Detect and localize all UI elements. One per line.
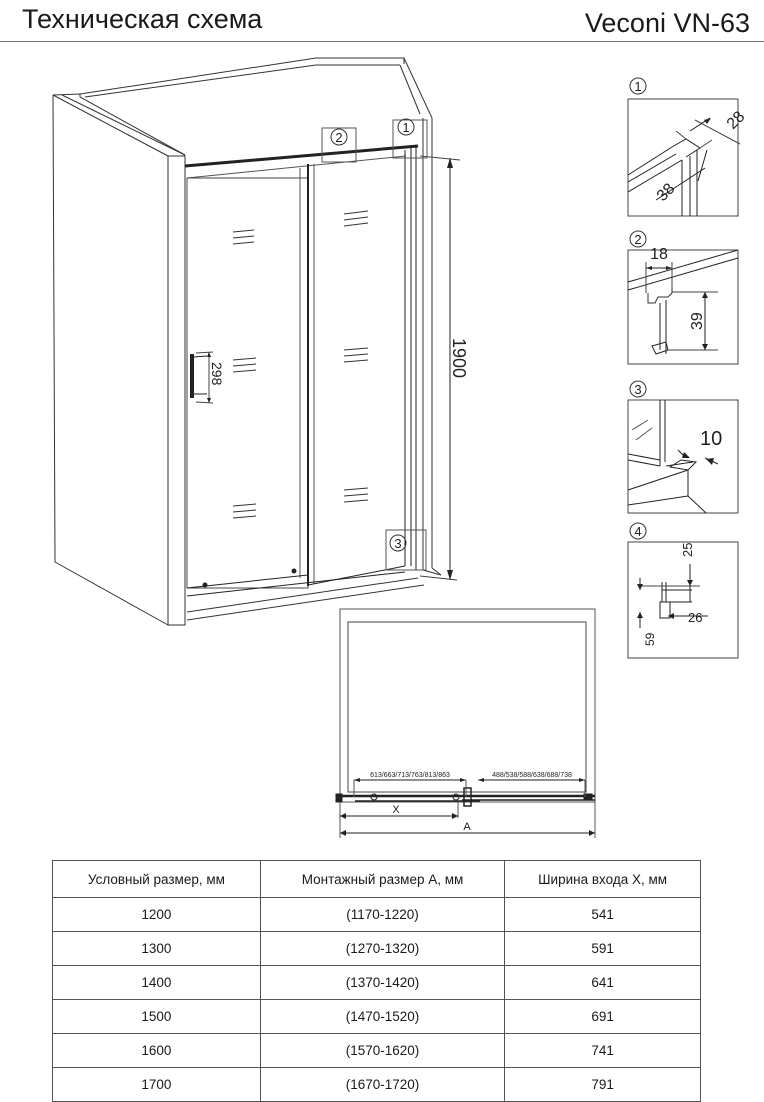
detail-4-dim-b: 26 — [688, 610, 703, 625]
top-rail — [185, 146, 418, 178]
table-cell: 641 — [505, 966, 701, 1000]
detail-2-dim-a: 18 — [650, 246, 668, 263]
table-header-row — [53, 861, 701, 898]
plan-left-sizes: 613/663/713/763/813/863 — [370, 772, 450, 779]
wall-profile — [405, 146, 416, 570]
detail-1-number: 1 — [634, 79, 642, 94]
callout-2-label: 2 — [335, 130, 343, 145]
detail-1-dim-a: 28 — [723, 108, 749, 133]
column-header: Условный размер, мм — [53, 861, 261, 898]
model-name: Veconi VN-63 — [584, 8, 750, 38]
table-cell: (1570-1620) — [260, 1034, 504, 1068]
callout-1-label: 1 — [402, 120, 410, 135]
table-cell: (1370-1420) — [260, 966, 504, 1000]
callout-3-label: 3 — [394, 536, 402, 551]
detail-4 — [628, 523, 738, 658]
table-cell: 1200 — [53, 898, 261, 932]
main-drawing — [53, 58, 469, 625]
table-cell: 541 — [505, 898, 701, 932]
plan-a-label: A — [463, 821, 471, 833]
table-cell: (1270-1320) — [260, 932, 504, 966]
detail-2 — [628, 231, 738, 364]
page-title: Техническая схема — [22, 4, 263, 34]
plan-x-label: X — [392, 804, 400, 816]
column-header: Монтажный размер А, мм — [260, 861, 504, 898]
callout-2 — [322, 128, 356, 162]
table-row — [53, 1068, 701, 1102]
column-header: Ширина входа Х, мм — [505, 861, 701, 898]
table-cell: (1170-1220) — [260, 898, 504, 932]
detail-3 — [628, 381, 738, 513]
table-row — [53, 898, 701, 932]
table-row — [53, 1034, 701, 1068]
height-dimension-label: 1900 — [449, 338, 469, 379]
table-cell: 1300 — [53, 932, 261, 966]
plan-view — [336, 609, 595, 838]
detail-1 — [628, 78, 748, 216]
table-row — [53, 1000, 701, 1034]
niche-walls — [53, 58, 441, 625]
detail-4-dim-a: 25 — [680, 542, 695, 557]
detail-3-number: 3 — [634, 382, 642, 397]
table-cell: (1670-1720) — [260, 1068, 504, 1102]
detail-1-dim-b: 38 — [653, 180, 679, 205]
table-cell: (1470-1520) — [260, 1000, 504, 1034]
detail-4-number: 4 — [634, 524, 642, 539]
table-cell: 741 — [505, 1034, 701, 1068]
detail-3-dim: 10 — [700, 428, 723, 450]
detail-2-number: 2 — [634, 232, 642, 247]
table-cell: 691 — [505, 1000, 701, 1034]
table-cell: 791 — [505, 1068, 701, 1102]
table-row — [53, 966, 701, 1000]
detail-2-dim-b: 39 — [689, 312, 706, 330]
table-cell: 1600 — [53, 1034, 261, 1068]
size-table — [52, 860, 701, 1102]
table-row — [53, 932, 701, 966]
table-cell: 1500 — [53, 1000, 261, 1034]
handle-dimension-label: 298 — [209, 362, 225, 386]
callout-3 — [386, 530, 426, 570]
plan-right-sizes: 488/538/588/638/688/738 — [492, 772, 572, 779]
table-cell: 1700 — [53, 1068, 261, 1102]
callout-1 — [393, 119, 427, 158]
table-cell: 591 — [505, 932, 701, 966]
detail-4-dim-c: 59 — [643, 632, 657, 646]
table-cell: 1400 — [53, 966, 261, 1000]
